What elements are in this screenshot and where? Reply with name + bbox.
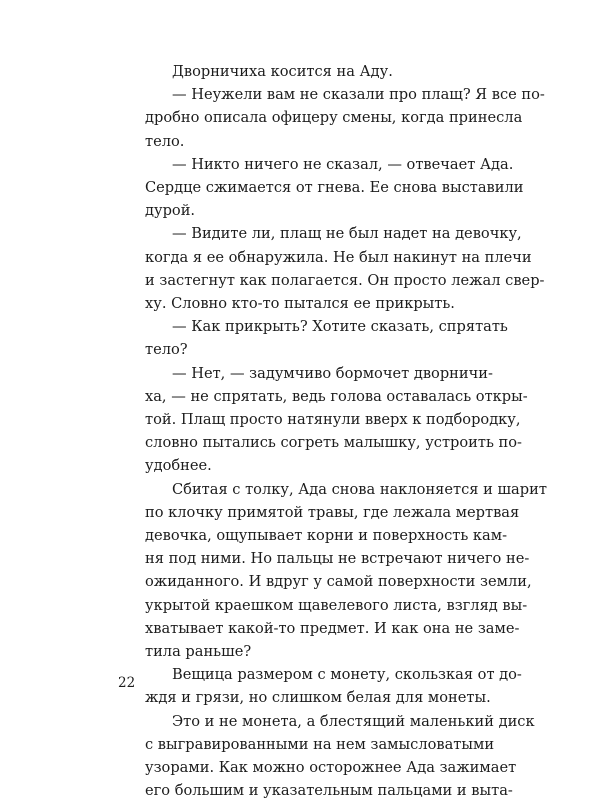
- text-line: укрытой краешком щавелевого листа, взгляд вы-: [145, 596, 528, 614]
- text-line: Это и не монета, а блестящий маленький диск: [172, 712, 535, 730]
- paragraph: [118, 60, 478, 83]
- text-line: ху. Словно кто-то пытался ее прикрыть.: [145, 295, 455, 313]
- text-line: — Видите ли, плащ не был надет на девочку,: [172, 225, 522, 243]
- text-line: ожиданного. И вдруг у самой поверхности земли,: [145, 573, 532, 591]
- text-line: хватывает какой-то предмет. И как она не заме-: [145, 619, 520, 637]
- paragraph: [118, 710, 535, 803]
- paragraph: [118, 478, 547, 664]
- text-line: Вещица размером с монету, скользкая от до-: [172, 666, 522, 684]
- text-line: удобнее.: [145, 457, 212, 475]
- text-line: узорами. Как можно осторожнее Ада зажимает: [145, 759, 517, 777]
- text-line: с выгравированными на нем замысловатыми: [145, 735, 495, 753]
- text-line: Дворничиха косится на Аду.: [172, 63, 393, 80]
- text-line: — Как прикрыть? Хотите сказать, спрятать: [172, 318, 508, 336]
- paragraph: [118, 83, 545, 153]
- text-line: — Неужели вам не сказали про плащ? Я все по-: [172, 86, 545, 104]
- text-line: ня под ними. Но пальцы не встречают ничего не-: [145, 550, 530, 568]
- text-line: Сбитая с толку, Ада снова наклоняется и шарит: [172, 480, 547, 498]
- text-line: словно пытались согреть малышку, устроить по-: [145, 434, 522, 452]
- paragraph: [118, 315, 508, 361]
- text-line: когда я ее обнаружила. Не был накинут на плечи: [145, 248, 532, 266]
- text-line: Сердце сжимается от гнева. Ее снова выставили: [145, 179, 524, 197]
- text-line: и застегнут как полагается. Он просто лежал свер-: [145, 271, 545, 289]
- text-line: дробно описала офицеру смены, когда принесла: [145, 109, 523, 127]
- text-line: той. Плащ просто натянули вверх к подбородку,: [145, 411, 521, 429]
- text-line: тила раньше?: [145, 643, 252, 661]
- paragraph: [118, 153, 524, 223]
- text-line: дурой.: [145, 202, 196, 220]
- text-line: по клочку примятой травы, где лежала мертвая: [145, 503, 520, 521]
- paragraph: [118, 362, 528, 478]
- body-text: [118, 60, 547, 803]
- text-line: — Нет, — задумчиво бормочет дворничи-: [172, 364, 493, 382]
- paragraph: [118, 663, 522, 709]
- paragraph: [118, 222, 545, 315]
- text-line: — Никто ничего не сказал, — отвечает Ада.: [172, 155, 514, 173]
- text-line: тело.: [145, 132, 185, 150]
- page-number: 22: [118, 675, 136, 691]
- text-line: ждя и грязи, но слишком белая для монеты.: [145, 689, 491, 707]
- text-line: его большим и указательным пальцами и выта-: [145, 782, 513, 800]
- text-line: тело?: [145, 341, 188, 359]
- text-line: ха, — не спрятать, ведь голова оставалась откры-: [145, 387, 528, 405]
- text-line: девочка, ощупывает корни и поверхность кам-: [145, 527, 508, 545]
